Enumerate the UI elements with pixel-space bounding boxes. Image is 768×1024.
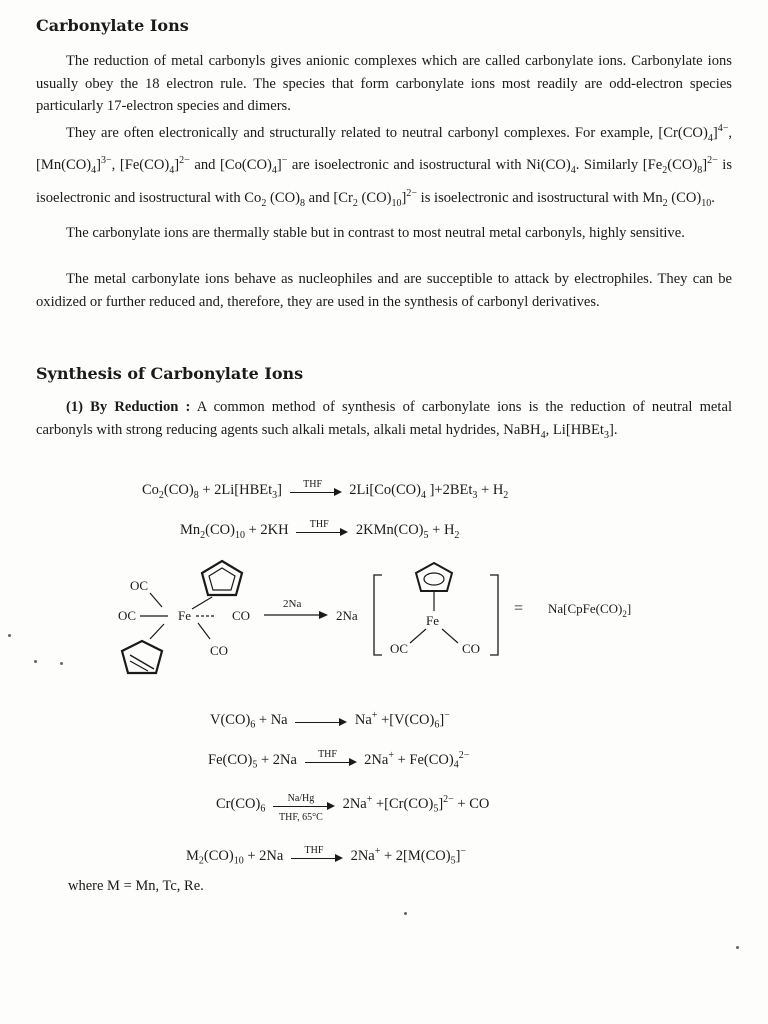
product-prefix: 2Na bbox=[336, 608, 358, 623]
scan-speck bbox=[8, 634, 11, 637]
reaction-arrow: Na/Hg THF, 65°C bbox=[273, 795, 335, 815]
co-bottom-label: CO bbox=[210, 643, 229, 658]
reagent-label: 2Na bbox=[283, 598, 302, 610]
cyclopentadienyl-ring-product bbox=[416, 563, 452, 591]
scan-speck bbox=[60, 662, 63, 665]
equation-iron: $Fe(CO)_5 + 2Na$ THF $2Na^+ + Fe(CO)_4^{2-}$ bbox=[208, 748, 470, 771]
reaction-arrow: THF bbox=[305, 751, 357, 771]
paragraph-intro-1: The reduction of metal carbonyls gives anionic complexes which are called carbonylate ions. Carbonylate ions usually obey the 18 electron rule. The species that form carbonylate ions most readily are odd-electron species particularly 17-electron species and dimers. bbox=[36, 53, 732, 114]
oc-top-label: OC bbox=[130, 578, 149, 593]
ferrocene-carbonyl-diagram bbox=[100, 555, 680, 685]
heading-carbonylate-ions: Carbonylate Ions bbox=[36, 16, 189, 35]
scan-speck bbox=[34, 660, 37, 663]
left-bracket bbox=[374, 575, 382, 655]
oc-left-label: OC bbox=[118, 608, 137, 623]
equals-sign: = bbox=[514, 600, 524, 617]
reaction-arrow: THF bbox=[296, 521, 348, 541]
paragraph-intro-3: The carbonylate ions are thermally stable but in contrast to most neutral metal carbonyls, highly sensitive. bbox=[66, 225, 685, 241]
paragraph-intro-2: They are often electronically and structurally related to neutral carbonyl complexes. For example, $[Cr(CO)_4]^{4-}$, $[Mn(CO)_4]^{3-}$, $[Fe(CO)_4]^{2-}$ and $[Co(CO)_4]^-$ are isoelectronic and isostructural with $Ni(CO)_4$. Similarly $[Fe_2(CO)_8]^{2-}$ is isoelectronic and isostructural with $Co_2$ $(CO)_8$ and [$Cr_2$ $(CO)_{10}]^{2-}$ is isoelectronic and isostructural with $Mn_2$ $(CO)_{10}$. bbox=[36, 123, 733, 209]
reaction-arrow bbox=[295, 711, 347, 731]
heading-synthesis: Synthesis of Carbonylate Ions bbox=[36, 364, 304, 383]
reaction-arrow: THF bbox=[290, 481, 342, 501]
co-right-label: CO bbox=[232, 608, 251, 623]
right-bracket bbox=[490, 575, 498, 655]
co-product-label: CO bbox=[462, 641, 481, 656]
oc-product-label: OC bbox=[390, 641, 409, 656]
paragraph-by-reduction: (1) By Reduction : A common method of synthesis of carbonylate ions is the reduction of neutral metal carbonyls with strong reducing agents such alkali metals, alkali metal hydrides, NaBH$_4$, Li[HBEt$_3$]. bbox=[36, 399, 732, 441]
equation-vanadium: $V(CO)_6 + Na$ $Na^+ +[V(CO)_6]^-$ bbox=[210, 710, 450, 731]
product-formula: $Na[CpFe(CO)_2]$ bbox=[548, 601, 632, 619]
equation-group7-metals: $M_2(CO)_{10} + 2Na$ THF $2Na^+ + 2[M(CO)_5]^-$ bbox=[186, 844, 467, 867]
fe-product-label: Fe bbox=[426, 613, 439, 628]
reaction-arrow: THF bbox=[291, 847, 343, 867]
where-note: where M = Mn, Tc, Re. bbox=[68, 878, 204, 894]
scan-speck bbox=[404, 912, 407, 915]
equation-cobalt: $Co_2(CO)_8$ + 2Li[HBEt$_3$] THF $2Li[Co(CO)_4$ ]$+2BEt_3 + H_2$ bbox=[142, 478, 509, 501]
equation-chromium: $Cr(CO)_6$ Na/Hg THF, 65°C $2Na^+ +[Cr(CO)_5]^{2-}$ + CO bbox=[216, 792, 490, 823]
paragraph-intro-4: The metal carbonylate ions behave as nucleophiles and are succeptible to attack by electrophiles. They can be oxidized or further reduced and, therefore, they are used in the synthesis of carbonyl derivatives. bbox=[36, 271, 732, 310]
method-label: (1) By Reduction : bbox=[66, 399, 191, 415]
equation-manganese: $Mn_2(CO)_{10} + 2KH$ THF $2KMn(CO)_5 + H_2$ bbox=[180, 518, 460, 541]
scan-speck bbox=[736, 946, 739, 949]
fe-label: Fe bbox=[178, 608, 191, 623]
